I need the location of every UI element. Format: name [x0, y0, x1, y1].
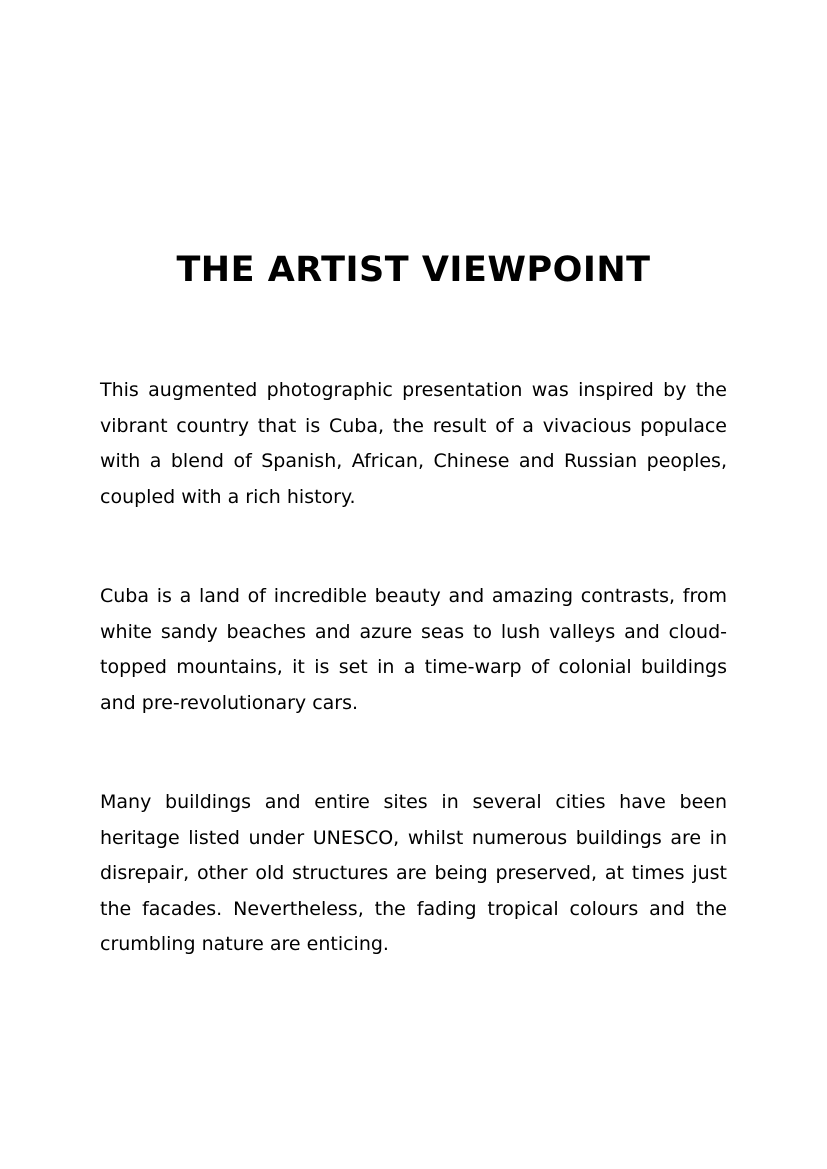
paragraph-heritage: Many buildings and entire sites in several cities have been heritage listed under UNESCO, whilst numerous buildings are in disrepair, other old structures are being preserved, at times just the facades. Nevertheless, the fading tropical colours and the crumbling nature are enticing.: [100, 791, 727, 955]
page-title: THE ARTIST VIEWPOINT: [176, 250, 651, 290]
paragraph-landscape: Cuba is a land of incredible beauty and amazing contrasts, from white sandy beaches and azure seas to lush valleys and cloud-topped mountains, it is set in a time-warp of colonial buildings and pre-revolutionary cars.: [100, 585, 727, 714]
paragraph-intro: This augmented photographic presentation was inspired by the vibrant country that is Cuba, the result of a vivacious populace with a blend of Spanish, African, Chinese and Russian peoples, coupled with a rich history.: [100, 379, 727, 508]
